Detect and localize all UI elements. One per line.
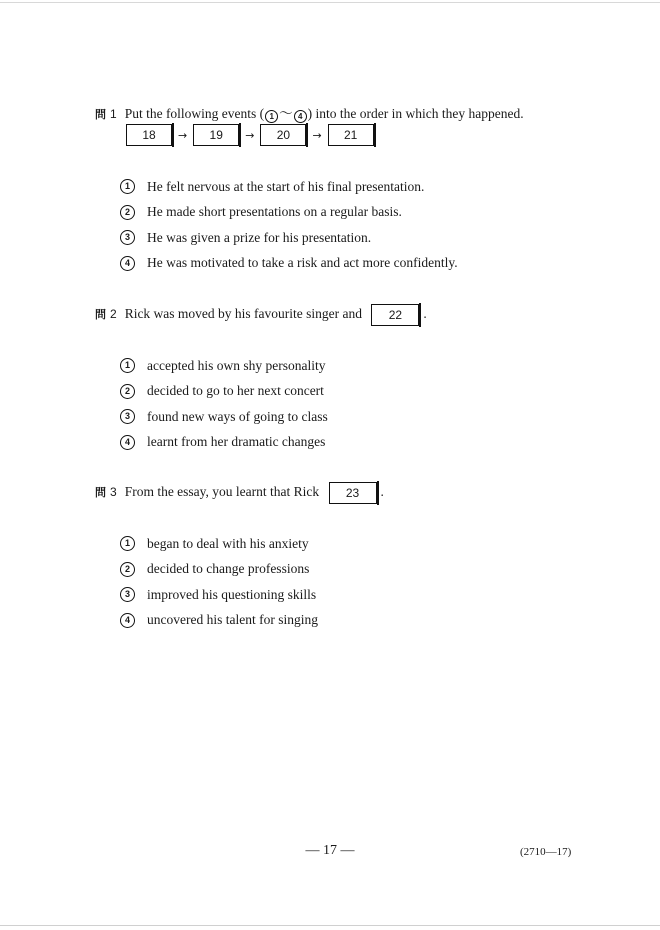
page-number: — 17 —	[305, 843, 355, 858]
option-text: uncovered his talent for singing	[147, 612, 318, 628]
bottom-rule	[0, 925, 660, 926]
question-2-stem-text: Rick was moved by his favourite singer and	[124, 306, 363, 322]
answer-sequence	[126, 124, 374, 146]
range-end-circle: 4	[294, 110, 307, 123]
option-text: decided to change professions	[147, 561, 310, 577]
option-item[interactable]	[120, 251, 458, 277]
range-separator: 〜	[279, 106, 293, 121]
option-number-circle: 4	[120, 256, 135, 271]
option-text: accepted his own shy personality	[147, 357, 326, 373]
option-item[interactable]	[120, 582, 318, 608]
option-number-circle: 1	[120, 179, 135, 194]
arrow-icon: →	[245, 128, 255, 142]
question-2-stem	[95, 304, 427, 326]
option-item[interactable]	[120, 430, 328, 456]
question-3-stem-text: From the essay, you learnt that Rick	[124, 484, 320, 500]
exam-code: (2710—17)	[520, 846, 572, 858]
option-text: began to deal with his anxiety	[147, 535, 309, 551]
option-item[interactable]	[120, 379, 328, 405]
option-number-circle: 1	[120, 358, 135, 373]
option-text: learnt from her dramatic changes	[147, 434, 326, 450]
option-item[interactable]	[120, 353, 328, 379]
top-rule	[0, 2, 660, 3]
option-number-circle: 4	[120, 613, 135, 628]
arrow-icon: →	[312, 128, 322, 142]
option-item[interactable]	[120, 557, 318, 583]
option-number-circle: 2	[120, 384, 135, 399]
option-item[interactable]	[120, 174, 458, 200]
option-text: improved his questioning skills	[147, 586, 317, 602]
option-number-circle: 4	[120, 435, 135, 450]
arrow-icon: →	[178, 128, 188, 142]
answer-box-23[interactable]: 23	[329, 482, 377, 504]
option-number-circle: 3	[120, 409, 135, 424]
option-text: He made short presentations on a regular basis.	[147, 204, 402, 220]
question-2-options	[120, 353, 328, 455]
answer-box-20[interactable]: 20	[260, 124, 306, 146]
option-number-circle: 1	[120, 536, 135, 551]
question-3-stem	[95, 482, 384, 504]
question-3-period: .	[380, 484, 384, 500]
option-item[interactable]	[120, 200, 458, 226]
question-3-number: 3	[110, 485, 117, 500]
question-2-number: 2	[110, 307, 117, 322]
answer-box-18[interactable]: 18	[126, 124, 172, 146]
option-number-circle: 2	[120, 562, 135, 577]
answer-box-19[interactable]: 19	[193, 124, 239, 146]
option-item[interactable]	[120, 225, 458, 251]
option-item[interactable]	[120, 531, 318, 557]
question-1-stem	[95, 102, 524, 123]
option-item[interactable]	[120, 608, 318, 634]
option-text: He was motivated to take a risk and act more confidently.	[147, 255, 458, 271]
option-number-circle: 2	[120, 205, 135, 220]
question-3-label: 問	[95, 486, 106, 500]
question-1-number: 1	[110, 107, 117, 121]
question-1-stem-post: ) into the order in which they happened.	[307, 106, 524, 121]
option-text: found new ways of going to class	[147, 408, 328, 424]
option-number-circle: 3	[120, 587, 135, 602]
question-1-stem-pre: Put the following events (	[124, 106, 265, 121]
question-2-period: .	[423, 306, 427, 322]
option-number-circle: 3	[120, 230, 135, 245]
option-text: decided to go to her next concert	[147, 383, 324, 399]
option-item[interactable]	[120, 404, 328, 430]
option-text: He felt nervous at the start of his final presentation.	[147, 178, 425, 194]
question-2-label: 問	[95, 308, 106, 322]
range-start-circle: 1	[265, 110, 278, 123]
question-3-options	[120, 531, 318, 633]
answer-box-21[interactable]: 21	[328, 124, 374, 146]
option-text: He was given a prize for his presentation.	[147, 229, 372, 245]
question-1-options	[120, 174, 458, 276]
question-1-label: 問	[95, 108, 106, 121]
answer-box-22[interactable]: 22	[371, 304, 419, 326]
